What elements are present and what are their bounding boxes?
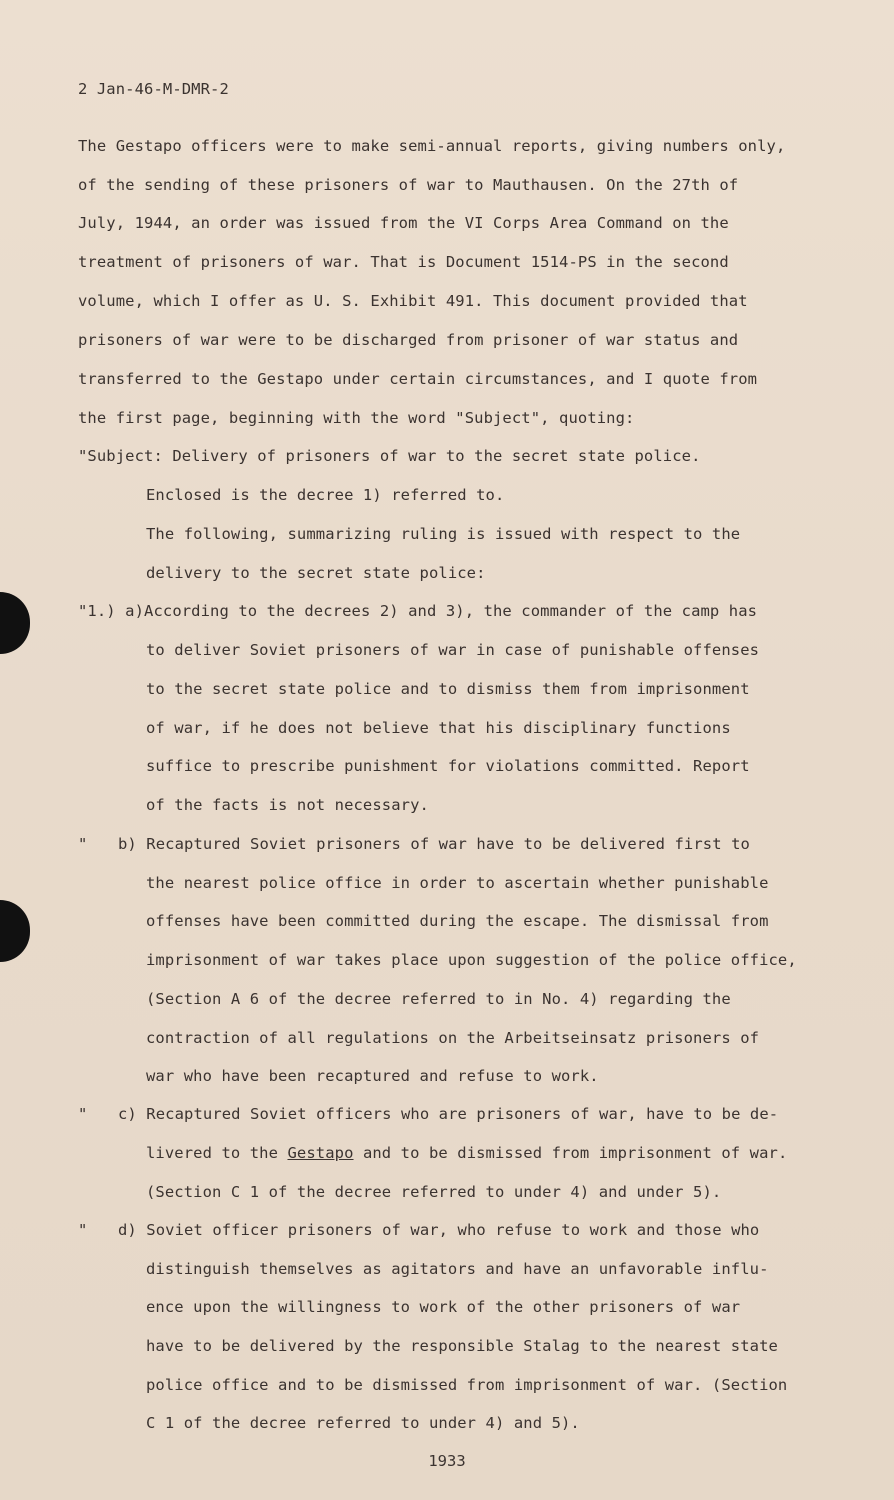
- item-a-line: suffice to prescribe punishment for violations committed. Report: [146, 757, 750, 775]
- item-b-line: contraction of all regulations on the Arbeitseinsatz prisoners of: [146, 1029, 760, 1047]
- page-header: 2 Jan-46-M-DMR-2: [78, 80, 229, 98]
- following-line: The following, summarizing ruling is issued with respect to the: [146, 525, 741, 543]
- item-d-lead: d) Soviet officer prisoners of war, who refuse to work and those who: [118, 1221, 760, 1239]
- intro-line: transferred to the Gestapo under certain circumstances, and I quote from: [78, 370, 758, 388]
- item-d-line: ence upon the willingness to work of the other prisoners of war: [146, 1298, 741, 1316]
- item-a-line: to deliver Soviet prisoners of war in case of punishable offenses: [146, 641, 760, 659]
- item-d-mark: ": [78, 1221, 88, 1239]
- item-b-line: imprisonment of war takes place upon suggestion of the police office,: [146, 951, 797, 969]
- intro-line: prisoners of war were to be discharged from prisoner of war status and: [78, 331, 739, 349]
- intro-line: The Gestapo officers were to make semi-annual reports, giving numbers only,: [78, 137, 786, 155]
- gestapo-underlined: Gestapo: [287, 1144, 354, 1162]
- item-c-mark: ": [78, 1105, 88, 1123]
- intro-line: the first page, beginning with the word "Subject", quoting:: [78, 409, 635, 427]
- item-c-lead: c) Recaptured Soviet officers who are prisoners of war, have to be de-: [118, 1105, 779, 1123]
- item-b-line: the nearest police office in order to ascertain whether punishable: [146, 874, 769, 892]
- binder-hole-top: [0, 592, 30, 654]
- binder-hole-bottom: [0, 900, 30, 962]
- page-number: 1933: [428, 1452, 466, 1470]
- item-c-line3: (Section C 1 of the decree referred to under 4) and under 5).: [146, 1183, 722, 1201]
- intro-line: treatment of prisoners of war. That is Document 1514-PS in the second: [78, 253, 729, 271]
- item-b-line: war who have been recaptured and refuse to work.: [146, 1067, 599, 1085]
- item-d-line: police office and to be dismissed from imprisonment of war. (Section: [146, 1376, 788, 1394]
- item-b-line: offenses have been committed during the escape. The dismissal from: [146, 912, 769, 930]
- intro-line: of the sending of these prisoners of war to Mauthausen. On the 27th of: [78, 176, 739, 194]
- item-d-line: have to be delivered by the responsible Stalag to the nearest state: [146, 1337, 778, 1355]
- intro-line: volume, which I offer as U. S. Exhibit 491. This document provided that: [78, 292, 748, 310]
- item-b-line: (Section A 6 of the decree referred to in No. 4) regarding the: [146, 990, 731, 1008]
- item-c-line2-post: and to be dismissed from imprisonment of war.: [353, 1144, 788, 1162]
- item-d-line: C 1 of the decree referred to under 4) and 5).: [146, 1414, 580, 1432]
- following-line: delivery to the secret state police:: [146, 564, 486, 582]
- enclosed-line: Enclosed is the decree 1) referred to.: [146, 486, 505, 504]
- item-c-line2-pre: livered to the: [146, 1144, 288, 1162]
- item-a-line: to the secret state police and to dismiss them from imprisonment: [146, 680, 750, 698]
- item-d-line: distinguish themselves as agitators and have an unfavorable influ-: [146, 1260, 769, 1278]
- item-b-mark: ": [78, 835, 88, 853]
- subject-line: "Subject: Delivery of prisoners of war to the secret state police.: [78, 447, 701, 465]
- intro-line: July, 1944, an order was issued from the VI Corps Area Command on the: [78, 214, 729, 232]
- item-a-lead: "1.) a)According to the decrees 2) and 3), the commander of the camp has: [78, 602, 758, 620]
- item-c-line2: [146, 1144, 787, 1162]
- item-a-line: of war, if he does not believe that his disciplinary functions: [146, 719, 731, 737]
- item-b-lead: b) Recaptured Soviet prisoners of war have to be delivered first to: [118, 835, 750, 853]
- item-a-line: of the facts is not necessary.: [146, 796, 429, 814]
